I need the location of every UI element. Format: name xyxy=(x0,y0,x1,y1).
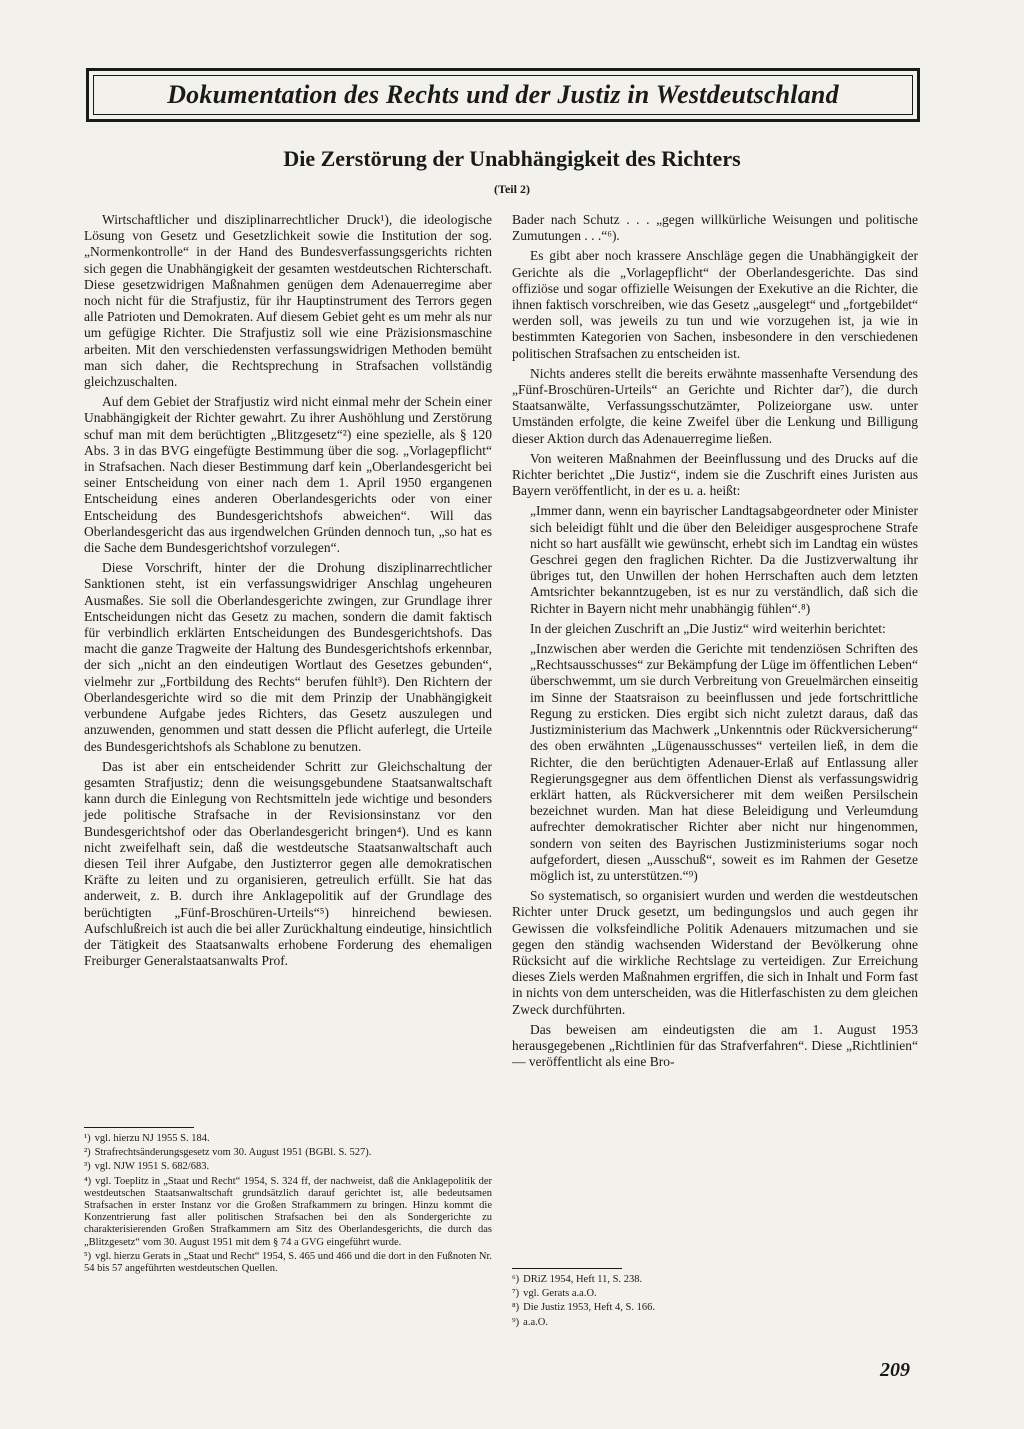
paragraph: Das ist aber ein entscheidender Schritt zur Gleichschaltung der gesamten Strafjustiz; denn die weisungsgebundene Staatsanwaltschaft kann durch die Einlegung von Rechtsmitteln jede wichtige und besonders jede politische Strafsache in der Revisionsinstanz vor den Bundesgerichtshof oder das Oberlandesgericht bringen⁴). Und es kann nicht zweifelhaft sein, daß die westdeutsche Staatsanwaltschaft auch diesen Teil ihrer Aufgabe, den Justizterror gegen alle demokratischen Kräfte zu leiten und zu organisieren, getreulich erfüllt. Sie hat das anderweit, z. B. durch ihre Anklagepolitik auf der Grundlage des berüchtigten „Fünf-Broschüren-Urteils“⁵) hinreichend bewiesen. Aufschlußreich ist auch die bei aller Zurückhaltung eindeutige, hinsichtlich der Tätigkeit des Staatsanwalts erhobene Forderung des ehemaligen Freiburger Generalstaatsanwalts Prof. xyxy=(84,758,492,969)
article-subtitle: (Teil 2) xyxy=(494,182,530,196)
paragraph: In der gleichen Zuschrift an „Die Justiz“ wird weiterhin berichtet: xyxy=(530,620,886,636)
paragraph: Das beweisen am eindeutigsten die am 1. August 1953 herausgegebenen „Richtlinien für das Strafverfahren“. Diese „Richtlinien“ — veröffentlicht als eine Bro- xyxy=(512,1021,918,1070)
header-banner-inner xyxy=(93,75,913,115)
paragraph: Es gibt aber noch krassere Anschläge gegen die Unabhängigkeit der Gerichte als die „Vorlagepflicht“ der Oberlandesgerichte. Das sind offiziöse und sogar offizielle Weisungen der Exekutive an die Richter, die ihnen faktisch vorschreiben, wie das Gesetz „ausgelegt“ und „fortgebildet“ werden soll, was jeweils zu tun und wie vorzugehen ist, ja wie in bestimmten Kategorien von Sachen, insbesondere in den verschiedenen politischen Strafsachen zu entscheiden ist. xyxy=(512,248,918,361)
page-number: 209 xyxy=(880,1359,910,1381)
footnote: ⁸) Die Justiz 1953, Heft 4, S. 166. xyxy=(512,1302,655,1314)
footnote-divider xyxy=(84,1127,194,1128)
footnote: ³) vgl. NJW 1951 S. 682/683. xyxy=(84,1161,210,1173)
footnote: ⁴) vgl. Toeplitz in „Staat und Recht“ 1954, S. 324 ff, der nachweist, daß die Anklagepolitik der westdeutschen Staatsanwaltschaft grundsätzlich darauf gerichtet ist, alle bedeutsamen Strafsachen in erster Instanz vor die Großen Strafkammern zu bringen. Hinzu kommt die Konzentrierung fast aller politischen Strafsachen bei den als Sondergerichte zu charakterisierenden Großen Strafkammern am Sitz des Oberlandesgerichts, die durch das „Blitzgesetz“ vom 30. August 1951 mit dem § 74 a GVG eingeführt wurde. xyxy=(84,1175,492,1248)
footnotes-left xyxy=(84,1133,492,1277)
quote-text: „Inzwischen aber werden die Gerichte mit tendenziösen Schriften des „Rechtsausschusses“ zur Bekämpfung der Lüge im öffentlichen Leben“ überschwemmt, um sie durch Verbreitung von Greuelmärchen einseitig im Sinne der Staatsraison zu beeinflussen und jede fortschrittliche Regung zu ersticken. Dies ergibt sich nicht zuletzt daraus, daß das Justizministerium das Machwerk „Unkenntnis oder Rückversicherung“ des oben erwähnten „Lügenausschusses“ verteilen ließ, in dem die Richter, die den berüchtigten Adenauer-Erlaß auf Entlassung aller Regierungsgegner aus dem öffentlichen Dienst als verfassungswidrig erklärt hatten, als Rückversicherer mit dem weißen Persilschein bezeichnet wurden. Man hat diese Beleidigung und Verleumdung aufrechter demokratischer Richter aber nicht nur hingenommen, sondern von seiten des Bayrischen Justizministeriums sogar noch aufgefordert, diesen „Ausschuß“, soweit es im Rahmen der Gesetze möglich ist, zu unterstützen.“⁹) xyxy=(530,641,918,883)
block-quote xyxy=(512,641,918,884)
footnote: ⁷) vgl. Gerats a.a.O. xyxy=(512,1288,597,1300)
footnote: ⁵) vgl. hierzu Gerats in „Staat und Recht“ 1954, S. 465 und 466 und die dort in den Fußnoten Nr. 54 bis 57 angeführten westdeutschen Quellen. xyxy=(84,1250,492,1275)
right-column xyxy=(512,212,918,1074)
footnote: ²) Strafrechtsänderungsgesetz vom 30. August 1951 (BGBl. S. 527). xyxy=(84,1147,372,1159)
footnote: ¹) vgl. hierzu NJ 1955 S. 184. xyxy=(84,1133,210,1144)
block-quote xyxy=(512,503,918,616)
paragraph: Nichts anderes stellt die bereits erwähnte massenhafte Versendung des „Fünf-Broschüren-Urteils“ an Gerichte und Richter dar⁷), die durch Staatsanwälte, Verfassungsschutzämter, Polizeiorgane usw. unter Umständen erfolgte, die keine Zweifel über die Lenkung und Billigung dieser Aktion durch das Adenauerregime ließen. xyxy=(512,365,918,446)
footnote: ⁹) a.a.O. xyxy=(512,1316,548,1328)
banner-title: Dokumentation des Rechts und der Justiz in Westdeutschland xyxy=(167,80,839,109)
footnote: ⁶) DRiZ 1954, Heft 11, S. 238. xyxy=(512,1274,643,1285)
article-title: Die Zerstörung der Unabhängigkeit des Richters xyxy=(283,146,741,171)
paragraph: So systematisch, so organisiert wurden und werden die westdeutschen Richter unter Druck gesetzt, um bedingungslos und auch gegen ihr Gewissen die volksfeindliche Politik Adenauers mitzumachen und sie gegen den ständig wachsenden Widerstand der Bevölkerung ohne Rücksicht auf die wirkliche Rechtslage zu verteidigen. Zur Erreichung dieses Ziels werden Maßnahmen ergriffen, die sich in Inhalt und Form fast in nichts von dem unterscheiden, was die Hitlerfaschisten zu dem gleichen Zweck durchführten. xyxy=(512,888,918,1017)
footnote-divider xyxy=(512,1268,622,1269)
header-banner xyxy=(86,68,920,122)
left-column xyxy=(84,212,492,973)
paragraph: Auf dem Gebiet der Strafjustiz wird nicht einmal mehr der Schein einer Unabhängigkeit der Richter gewahrt. Zu ihrer Aushöhlung und Zerstörung schuf man mit dem berüchtigten „Blitzgesetz“²) eine spezielle, als § 120 Abs. 3 in das BVG eingefügte Bestimmung über die sog. „Vorlagepflicht“ in Strafsachen. Nach dieser Bestimmung darf kein „Oberlandesgericht bei seiner Entscheidung von einer nach dem 1. April 1950 ergangenen Entscheidung eines anderen Oberlandesgerichts oder von einer Entscheidung des Bundesgerichtshofs abweichen“. Will das Oberlandesgericht das aus irgendwelchen Gründen dennoch tun, „so hat es die Sache dem Bundesgerichtshof vorzulegen“. xyxy=(84,394,492,556)
quote-text: „Immer dann, wenn ein bayrischer Landtagsabgeordneter oder Minister sich beleidigt fühlt und die über den Beleidiger ausgesprochene Strafe nicht so hart ausfällt wie gewünscht, erhebt sich im Landtag ein wüstes Geschrei gegen den fraglichen Richter. Da die Justizverwaltung ihr übriges tut, den Unwillen der hohen Herrschaften auch dem letzten Amtsrichter bekanntzugeben, ist es nur zu verständlich, daß sich die Richter in Bayern nicht mehr unabhängig fühlen“.⁸) xyxy=(530,503,918,616)
paragraph: Wirtschaftlicher und disziplinarrechtlicher Druck¹), die ideologische Lösung von Gesetz und Gesetzlichkeit sowie die Institution der sog. „Normenkontrolle“ in der Hand des Bundesverfassungsgerichts richten sich gegen die Unabhängigkeit der gesamten westdeutschen Richterschaft. Diese gesetzwidrigen Maßnahmen genügen dem Adenauerregime aber noch nicht für die Strafjustiz, für ihr Hauptinstrument des Terrors gegen alle Patrioten und Demokraten. Auf diesem Gebiet geht es um mehr als nur um gefügige Richter. Die Strafjustiz soll wie eine Präzisionsmaschine arbeiten. Mit den verschiedensten verfassungswidrigen Methoden bemüht man sich daher, die Rechtsprechung in Strafsachen vollständig gleichzuschalten. xyxy=(84,212,492,390)
paragraph: Diese Vorschrift, hinter der die Drohung disziplinarrechtlicher Sanktionen steht, ist ein verfassungswidriger Anschlag ungeheuren Ausmaßes. Sie soll die Oberlandesgerichte zwingen, zur Grundlage ihrer Entscheidungen nicht das Gesetz zu machen, sondern die damit faktisch für verbindlich erklärten Entscheidungen des Bundesgerichtshofs. Das macht die ganze Tragweite der Haltung des Bundesgerichtshofs erkennbar, der sich „nicht an den eindeutigen Wortlaut des Gesetzes gebunden“, vielmehr zur „Fortbildung des Rechts“ berufen fühlt³). Den Richtern der Oberlandesgerichte wird so die mit dem Prinzip der Unabhängigkeit verbundene Aufgabe jedes Richters, das Gesetz auszulegen und anzuwenden, genommen und statt dessen die Pflicht auferlegt, die Urteile des Bundesgerichtshofs als Schablone zu benutzen. xyxy=(84,560,492,754)
footnotes-right xyxy=(512,1274,918,1331)
paragraph-continuation: Bader nach Schutz . . . „gegen willkürliche Weisungen und politische Zumutungen . . .“⁶). xyxy=(512,212,918,244)
paragraph: Von weiteren Maßnahmen der Beeinflussung und des Drucks auf die Richter berichtet „Die Justiz“, indem sie die Zuschrift eines Juristen aus Bayern veröffentlicht, in der es u. a. heißt: xyxy=(512,450,918,499)
